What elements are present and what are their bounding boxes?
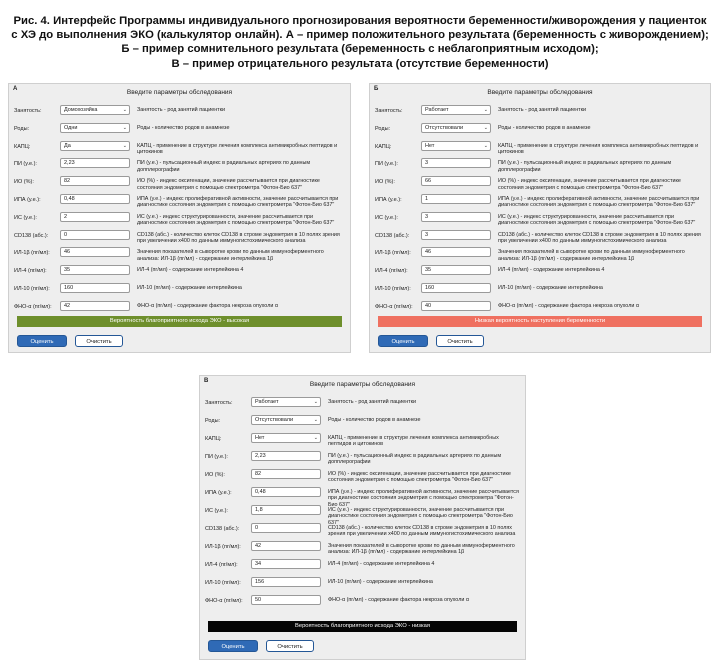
field-description: Занятость - род занятий пациентки — [328, 399, 417, 405]
field-description: ИО (%) - индекс оксигенации, значение рассчитывается при диагностике состояния эндометрия с помощью спектрометра "Фотон-Био 637" — [137, 178, 320, 191]
field-description: КАПЦ - применение в структуре лечения комплекса антимикробных пептидов и цитокинов — [137, 142, 338, 155]
field-row-il10 — [200, 577, 525, 595]
select-value: Одни — [64, 124, 78, 131]
field-row-il4 — [200, 559, 525, 577]
field-row-births — [9, 123, 350, 141]
field-label: ПИ (у.е.): — [205, 454, 228, 460]
io-input[interactable] — [60, 176, 130, 186]
caption-line-4: В – пример отрицательного результата (отсутствие беременности) — [171, 57, 549, 70]
employment-select[interactable] — [60, 105, 130, 115]
field-description: ИПА (у.е.) - индекс пролиферативной активности, значение рассчитывается при диагностике состояния эндометрия с помощью спектрометра "Фотон-Био 637" — [498, 196, 700, 209]
field-description: CD138 (абс.) - количество клеток CD138 в строме эндометрия в 10 полях зрения при увеличении х400 по данным иммуногистохимического анализа — [498, 231, 701, 244]
employment-select[interactable] — [251, 397, 321, 407]
figure-caption — [6, 14, 714, 71]
field-description: ИЛ-10 (пг/мл) - содержание интерлейкина — [328, 579, 433, 585]
cd138-input[interactable] — [60, 230, 130, 240]
panel-letter: Б — [374, 86, 379, 92]
kapc-select[interactable] — [60, 141, 130, 151]
field-label: ИЛ-10 (пг/мл): — [14, 286, 50, 292]
field-row-io — [370, 176, 710, 194]
field-row-kapc — [370, 141, 710, 159]
field-description: ИО (%) - индекс оксигенации, значение рассчитывается при диагностике состояния эндометрия с помощью спектрометра "Фотон-Био 637" — [328, 471, 511, 484]
is-input[interactable] — [60, 212, 130, 222]
births-select[interactable] — [60, 123, 130, 133]
il4-input[interactable] — [421, 265, 491, 275]
field-row-il1b — [9, 247, 350, 265]
chevron-down-icon: ⌄ — [313, 435, 318, 441]
field-description: ПИ (у.е.) - пульсационный индекс в радиальных артериях по данным допплерографии — [328, 453, 502, 466]
result-banner: Вероятность благоприятного исхода ЭКО - низкая — [208, 621, 517, 632]
field-description: ИЛ-10 (пг/мл) - содержание интерлейкина — [137, 285, 242, 291]
select-value: Домохозяйка — [64, 107, 98, 113]
field-description: ПИ (у.е.) - пульсационный индекс в радиальных артериях по данным допплерографии — [137, 160, 311, 173]
field-description: КАПЦ - применение в структуре лечения комплекса антимикробных пептидов и цитокинов — [328, 435, 499, 448]
field-description: Значения показателей в сыворотке крови по данным иммуноферментного анализа: ИЛ-1β (пг/мл) - содержание интерлейкина 1β — [328, 543, 515, 556]
field-label: ИС (у.е.): — [14, 214, 37, 221]
field-description: ИС (у.е.) - индекс структурированности, значение рассчитывается при диагностике состояния эндометрия с помощью спектрометра "Фотон-Био 637" — [498, 213, 696, 227]
chevron-down-icon: ⌄ — [122, 124, 127, 131]
field-label: ИО (%): — [375, 179, 395, 186]
field-label: ИЛ-1β (пг/мл): — [14, 250, 50, 257]
il10-input[interactable] — [421, 283, 491, 293]
caption-line-1: Рис. 4. Интерфейс Программы индивидуального прогнозирования вероятности беременности/живорождения у пациенток — [13, 15, 707, 27]
select-value: Да — [64, 142, 71, 149]
tnfa-input[interactable] — [421, 301, 491, 311]
tnfa-input[interactable] — [251, 595, 321, 605]
field-row-is — [9, 212, 350, 230]
ipa-input[interactable] — [251, 487, 321, 497]
births-select[interactable] — [251, 415, 321, 425]
field-label: ИЛ-1β (пг/мл): — [375, 250, 411, 257]
field-row-employment — [200, 397, 525, 415]
chevron-down-icon: ⌄ — [313, 399, 318, 405]
chevron-down-icon: ⌄ — [122, 142, 127, 149]
field-row-il10 — [9, 283, 350, 301]
field-description: Роды - количество родов в анамнезе — [137, 124, 230, 131]
field-label: КАПЦ: — [375, 143, 392, 150]
field-row-births — [200, 415, 525, 433]
employment-select[interactable] — [421, 105, 491, 115]
field-description: ИЛ-4 (пг/мл) - содержание интерлейкина 4 — [137, 267, 244, 274]
field-description: ИС (у.е.) - индекс структурированности, значение рассчитывается при диагностике состояния эндометрия с помощью спектрометра "Фотон-Био 637" — [328, 507, 513, 526]
clear-button[interactable]: Очистить — [436, 335, 484, 347]
pi-input[interactable] — [60, 158, 130, 168]
field-label: ФНО-α (пг/мл): — [14, 303, 52, 310]
field-label: ИЛ-1β (пг/мл): — [205, 544, 241, 550]
births-select[interactable] — [421, 123, 491, 133]
field-label: ИПА (у.е.): — [375, 197, 402, 203]
field-label: Роды: — [375, 125, 391, 132]
field-label: ИС (у.е.): — [375, 214, 398, 221]
field-row-il4 — [9, 265, 350, 283]
chevron-down-icon: ⌄ — [483, 124, 488, 131]
evaluate-button[interactable]: Оценить — [208, 640, 258, 652]
cd138-input[interactable] — [251, 523, 321, 533]
field-label: ФНО-α (пг/мл): — [205, 598, 243, 604]
field-label: КАПЦ: — [14, 143, 31, 150]
chevron-down-icon: ⌄ — [122, 107, 127, 113]
field-description: Занятость - род занятий пациентки — [137, 107, 226, 113]
kapc-select[interactable] — [251, 433, 321, 443]
field-label: ПИ (у.е.): — [375, 161, 398, 168]
evaluate-button[interactable]: Оценить — [378, 335, 428, 347]
field-label: ИЛ-10 (пг/мл): — [375, 286, 411, 292]
il1b-input[interactable] — [60, 247, 130, 257]
field-row-il4 — [370, 265, 710, 283]
field-description: CD138 (абс.) - количество клеток CD138 в строме эндометрия в 10 полях зрения при увеличении х400 по данным иммуногистохимического анализа — [328, 525, 516, 538]
field-label: ИЛ-4 (пг/мл): — [375, 268, 408, 275]
field-label: ИЛ-4 (пг/мл): — [14, 268, 47, 275]
field-description: ФНО-α (пг/мл) - содержание фактора некроза опухоли α — [498, 302, 639, 309]
ipa-input[interactable] — [60, 194, 130, 204]
field-row-il10 — [370, 283, 710, 301]
field-description: ИО (%) - индекс оксигенации, значение рассчитывается при диагностике состояния эндометрия с помощью спектрометра "Фотон-Био 637" — [498, 178, 681, 191]
result-banner: Вероятность благоприятного исхода ЭКО - высокая — [17, 316, 342, 327]
field-row-pi — [200, 451, 525, 469]
io-input[interactable] — [251, 469, 321, 479]
field-row-births — [370, 123, 710, 141]
field-row-io — [9, 176, 350, 194]
field-description: Значения показателей в сыворотке крови по данным иммуноферментного анализа: ИЛ-1β (пг/мл) - содержание интерлейкина 1β — [498, 249, 685, 262]
chevron-down-icon: ⌄ — [313, 417, 318, 423]
field-row-il1b — [200, 541, 525, 559]
tnfa-input[interactable] — [60, 301, 130, 311]
select-value: Работает — [255, 399, 279, 405]
il4-input[interactable] — [251, 559, 321, 569]
field-row-kapc — [200, 433, 525, 451]
field-label: ИПА (у.е.): — [14, 197, 41, 203]
field-label: ИЛ-4 (пг/мл): — [205, 562, 238, 568]
field-description: ИЛ-10 (пг/мл) - содержание интерлейкина — [498, 285, 603, 291]
field-description: ИЛ-4 (пг/мл) - содержание интерлейкина 4 — [498, 267, 605, 274]
field-description: ИС (у.е.) - индекс структурированности, значение рассчитывается при диагностике состояния эндометрия с помощью спектрометра "Фотон-Био 637" — [137, 213, 335, 227]
select-value: Нет — [255, 435, 265, 441]
chevron-down-icon: ⌄ — [483, 107, 488, 113]
field-label: ИС (у.е.): — [205, 508, 228, 514]
field-description: Значения показателей в сыворотке крови по данным иммуноферментного анализа: ИЛ-1β (пг/мл) - содержание интерлейкина 1β — [137, 249, 324, 262]
field-label: Роды: — [14, 125, 30, 132]
is-input[interactable] — [251, 505, 321, 515]
form-title: Введите параметры обследования — [487, 89, 593, 96]
pi-input[interactable] — [251, 451, 321, 461]
calculator-panel-b — [369, 83, 711, 353]
field-row-pi — [9, 158, 350, 176]
evaluate-button[interactable]: Оценить — [17, 335, 67, 347]
select-value: Работает — [425, 107, 449, 113]
field-description: Роды - количество родов в анамнезе — [328, 417, 421, 423]
calculator-panel-c — [199, 375, 526, 660]
field-label: Занятость: — [375, 108, 403, 114]
result-banner: Низкая вероятность наступления беременности — [378, 316, 702, 327]
caption-line-3: Б – пример сомнительного результата (беременность с неблагоприятным исходом); — [121, 43, 599, 56]
field-label: ИЛ-10 (пг/мл): — [205, 580, 241, 586]
io-input[interactable] — [421, 176, 491, 186]
field-label: CD138 (абс.): — [375, 232, 410, 239]
il1b-input[interactable] — [421, 247, 491, 257]
field-row-ipa — [200, 487, 525, 508]
il10-input[interactable] — [251, 577, 321, 587]
il1b-input[interactable] — [251, 541, 321, 551]
select-value: Отсутствовали — [425, 124, 464, 131]
field-row-il1b — [370, 247, 710, 265]
field-row-cd138 — [370, 230, 710, 248]
field-label: ПИ (у.е.): — [14, 161, 37, 168]
clear-button[interactable]: Очистить — [75, 335, 123, 347]
field-description: ФНО-α (пг/мл) - содержание фактора некроза опухоли α — [328, 597, 469, 603]
field-row-employment — [370, 105, 710, 123]
il4-input[interactable] — [60, 265, 130, 275]
field-row-employment — [9, 105, 350, 123]
field-description: ФНО-α (пг/мл) - содержание фактора некроза опухоли α — [137, 302, 278, 309]
field-description: CD138 (абс.) - количество клеток CD138 в строме эндометрия в 10 полях зрения при увеличении х400 по данным иммуногистохимического анализа — [137, 231, 340, 244]
field-label: ИО (%): — [205, 472, 225, 478]
panel-letter: А — [13, 86, 18, 92]
field-row-ipa — [370, 194, 710, 212]
field-description: ИПА (у.е.) - индекс пролиферативной активности, значение рассчитывается при диагностике состояния эндометрия с помощью спектрометра "Фотон-Био 637" — [328, 489, 519, 508]
field-description: ИПА (у.е.) - индекс пролиферативной активности, значение рассчитывается при диагностике состояния эндометрия с помощью спектрометра "Фотон-Био 637" — [137, 196, 339, 209]
chevron-down-icon: ⌄ — [483, 142, 488, 149]
pi-input[interactable] — [421, 158, 491, 168]
field-row-cd138 — [9, 230, 350, 248]
field-label: Занятость: — [205, 400, 233, 406]
form-title: Введите параметры обследования — [126, 89, 233, 96]
panel-letter: В — [204, 378, 209, 384]
field-row-pi — [370, 158, 710, 176]
field-label: ИПА (у.е.): — [205, 490, 232, 496]
field-row-tnfa — [200, 595, 525, 613]
clear-button[interactable]: Очистить — [266, 640, 314, 652]
field-label: Занятость: — [14, 108, 42, 114]
calculator-panel-a — [8, 83, 351, 353]
field-description: КАПЦ - применение в структуре лечения комплекса антимикробных пептидов и цитокинов — [498, 142, 699, 155]
cd138-input[interactable] — [421, 230, 491, 240]
caption-line-2: с ХЭ до выполнения ЭКО (калькулятор онлайн). А – пример положительного результата (беременность с живорождением); — [11, 29, 709, 42]
ipa-input[interactable] — [421, 194, 491, 204]
field-label: CD138 (абс.): — [205, 526, 240, 532]
select-value: Нет — [425, 142, 435, 149]
field-description: Занятость - род занятий пациентки — [498, 107, 587, 113]
field-label: Роды: — [205, 418, 221, 424]
field-row-cd138 — [200, 523, 525, 541]
field-label: ФНО-α (пг/мл): — [375, 303, 413, 310]
field-row-is — [370, 212, 710, 230]
field-row-is — [200, 505, 525, 526]
il10-input[interactable] — [60, 283, 130, 293]
select-value: Отсутствовали — [255, 417, 294, 423]
is-input[interactable] — [421, 212, 491, 222]
field-description: ПИ (у.е.) - пульсационный индекс в радиальных артериях по данным допплерографии — [498, 160, 672, 173]
field-description: ИЛ-4 (пг/мл) - содержание интерлейкина 4 — [328, 561, 435, 567]
field-row-io — [200, 469, 525, 487]
form-title: Введите параметры обследования — [309, 381, 416, 388]
field-label: ИО (%): — [14, 179, 34, 186]
field-label: КАПЦ: — [205, 436, 222, 442]
field-row-kapc — [9, 141, 350, 159]
field-label: CD138 (абс.): — [14, 232, 49, 239]
field-row-ipa — [9, 194, 350, 212]
kapc-select[interactable] — [421, 141, 491, 151]
field-description: Роды - количество родов в анамнезе — [498, 124, 591, 131]
